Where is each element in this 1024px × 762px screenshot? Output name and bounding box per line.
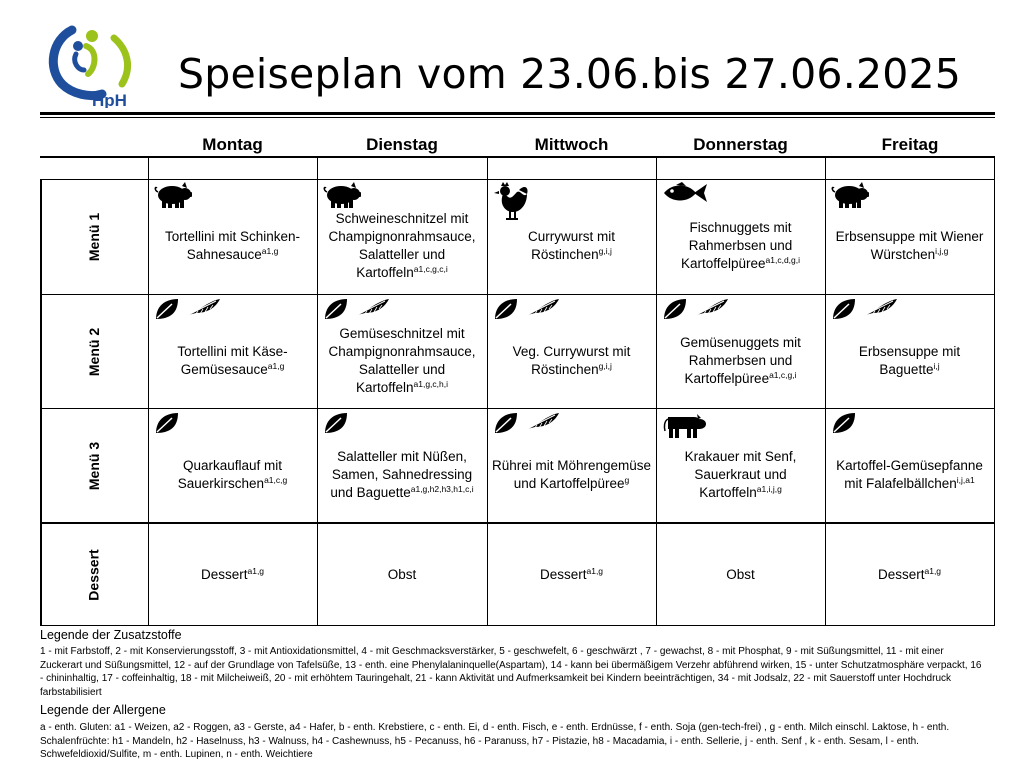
dish-text	[656, 524, 825, 625]
row-label-menu-3	[40, 409, 148, 522]
grid-line	[994, 156, 995, 625]
allergens-legend-text: a - enth. Gluten: a1 - Weizen, a2 - Roggen, a3 - Gerste, a4 - Hafer, b - enth. Krebstiere, c - enth. Ei, d - enth. Fisch, e - enth. Erdnüsse, f - enth. Soja (gen-tech-frei) , g - enth. Milch einschl. Laktose, h - enth. Schalenfrüchte: h1 - Mandeln, h2 - Haselnuss, h3 - Walnuss, h4 - Cashewnuss, h5 - Pecanuss, h6 - Paranuss, h7 - Pistazie, h8 - Macadamia, i - enth. Sellerie, j - enth. Senf , k - enth. Sesam, l - enth. Schwefeldioxid/Sulfite, m - enth. Lupinen, n - enth. Weichtiere	[40, 722, 950, 760]
dish-text	[148, 524, 317, 625]
dish-description	[540, 566, 603, 584]
hph-logo	[42, 18, 142, 108]
dish-description	[321, 325, 483, 397]
dish-text	[317, 198, 487, 294]
grid-line	[40, 408, 995, 409]
allergen-codes: a1,c,g,c,i	[413, 264, 448, 274]
dish-text	[148, 313, 317, 408]
additives-legend-title: Legende der Zusatzstoffe	[40, 628, 182, 642]
dish-name: Salatteller mit Nüßen, Samen, Sahnedressing und Baguette	[330, 448, 473, 500]
dish-name: Erbsensuppe mit Wiener Würstchen	[835, 229, 984, 262]
allergen-codes: i,j,a1	[956, 474, 975, 485]
allergen-codes: a1,g	[267, 360, 285, 371]
logo-text: HpH	[92, 91, 127, 108]
grid-line	[148, 179, 995, 180]
day-header-mittwoch: Mittwoch	[534, 135, 609, 154]
allergen-codes: i,j,g	[935, 246, 949, 256]
dish-text	[825, 427, 994, 522]
dish-description	[321, 210, 483, 282]
dish-text	[148, 198, 317, 294]
row-label-text: Dessert	[86, 548, 102, 601]
row-label-text: Menü 2	[85, 327, 102, 376]
dish-name: Gemüseschnitzel mit Champignonrahmsauce, Salatteller und Kartoffeln	[328, 325, 476, 395]
dish-text	[825, 198, 994, 294]
dish-name: Obst	[387, 566, 417, 582]
dish-name: Rührei mit Möhrengemüse und Kartoffelpüree	[491, 457, 652, 491]
dish-description	[152, 343, 313, 379]
allergen-codes: a1,g	[261, 246, 279, 256]
dish-text	[487, 427, 656, 522]
allergen-codes: a1,c,g	[264, 474, 288, 485]
title-rule	[40, 112, 995, 115]
dish-name: Dessert	[200, 566, 248, 582]
dish-name: Obst	[726, 566, 755, 582]
grid-line	[40, 156, 995, 158]
dish-description	[660, 448, 821, 502]
dish-name: Dessert	[877, 566, 925, 582]
dish-text	[825, 524, 994, 625]
day-header-dienstag: Dienstag	[366, 135, 438, 154]
dish-text	[487, 524, 656, 625]
dish-name: Gemüsenuggets mit Rahmerbsen und Kartoffelpüree	[680, 334, 801, 386]
dish-name: Fischnuggets mit Rahmerbsen und Kartoffelpüree	[680, 220, 793, 271]
day-header-freitag: Freitag	[881, 135, 939, 154]
dish-description	[491, 343, 652, 379]
dish-description	[829, 457, 990, 493]
dish-description	[829, 228, 990, 264]
day-header-montag: Montag	[202, 135, 263, 154]
grid-line	[40, 294, 995, 295]
dish-name: Erbsensuppe mit Baguette	[858, 343, 961, 377]
allergen-codes: a1,c,g,i	[769, 369, 797, 380]
dish-description	[491, 457, 652, 493]
dish-text	[487, 198, 656, 294]
dish-name: Krakauer mit Senf, Sauerkraut und Kartoffeln	[684, 448, 797, 500]
dish-name: Currywurst mit Röstinchen	[528, 229, 615, 262]
allergen-codes: a1,g	[924, 565, 942, 576]
title-rule-thin	[40, 117, 995, 118]
dish-text	[317, 524, 487, 625]
dish-text	[656, 427, 825, 522]
dish-name: Veg. Currywurst mit Röstinchen	[512, 343, 631, 377]
dish-description	[829, 343, 990, 379]
row-label-text: Menü 3	[85, 441, 102, 490]
dish-description	[152, 457, 313, 493]
allergen-codes: a1,g	[586, 565, 604, 576]
dish-text	[148, 427, 317, 522]
allergen-codes: g	[624, 474, 630, 485]
dish-description	[491, 228, 652, 264]
allergen-codes: i,j	[933, 360, 940, 371]
row-label-menu-1	[40, 180, 148, 294]
dish-name: Schweineschnitzel mit Champignonrahmsauce, Salatteller und Kartoffeln	[328, 211, 476, 280]
dish-description	[201, 566, 264, 584]
row-label-menu-2	[40, 295, 148, 408]
grid-line	[40, 625, 995, 626]
dish-name: Quarkauflauf mit Sauerkirschen	[177, 457, 283, 491]
dish-description	[726, 566, 755, 584]
day-header-donnerstag: Donnerstag	[693, 135, 788, 154]
allergen-codes: a1,i,j,g	[756, 483, 782, 494]
hph-logo-graphic	[42, 18, 142, 108]
allergen-codes: a1,g,h2,h3,h1,c,i	[410, 483, 474, 494]
dish-name: Dessert	[539, 566, 587, 582]
dish-description	[321, 448, 483, 502]
allergen-codes: g,i,j	[598, 360, 612, 371]
dish-text	[487, 313, 656, 408]
dish-text	[317, 427, 487, 522]
dish-description	[878, 566, 941, 584]
dish-name: Kartoffel-Gemüsepfanne mit Falafelbällchen	[836, 457, 983, 491]
dish-text	[825, 313, 994, 408]
row-label-dessert	[40, 524, 148, 625]
dish-description	[660, 334, 821, 388]
dish-name: Tortellini mit Käse-Gemüsesauce	[177, 343, 288, 377]
allergen-codes: g,i,j	[598, 246, 612, 256]
dish-text	[656, 198, 825, 294]
allergen-codes: a1,g,c,h,i	[413, 378, 449, 389]
dish-text	[317, 313, 487, 408]
dish-text	[656, 313, 825, 408]
page-title: Speiseplan vom 23.06.bis 27.06.2025	[178, 50, 962, 98]
dish-description	[152, 228, 313, 264]
dish-description	[388, 566, 417, 584]
allergen-codes: a1,g	[247, 565, 265, 576]
allergen-codes: a1,c,d,g,i	[765, 255, 801, 265]
dish-description	[660, 219, 821, 273]
row-label-text: Menü 1	[85, 212, 102, 262]
allergens-legend-title: Legende der Allergene	[40, 703, 166, 717]
dish-name: Tortellini mit Schinken-Sahnesauce	[164, 229, 301, 262]
additives-legend-text: 1 - mit Farbstoff, 2 - mit Konservierungsstoff, 3 - mit Antioxidationsmittel, 4 - mit Geschmacksverstärker, 5 - geschwefelt, 6 - geschwärzt , 7 - gewachst, 8 - mit Phosphat, 9 - mit Süßungsmittel, 11 - mit einer Zuckerart und Süßungsmittel, 12 - auf der Grundlage von Tafelsüße, 13 - enth. eine Phenylalaninquelle(Aspartam), 14 - kann bei übermäßigem Verzehr abführend wirken, 15 - unter Schutzatmosphäre verpackt, 16 - chininhaltig, 17 - coffeinhaltig, 18 - mit Milcheiweiß, 20 - mit erhöhtem Tauringehalt, 21 - kann Aktivität und Aufmerksamkeit bei Kindern beeinträchtigen, 34 - mit Jodsalz, 22 - mit Sauerstoff unter Hochdruck farbstabilisiert	[40, 646, 982, 698]
